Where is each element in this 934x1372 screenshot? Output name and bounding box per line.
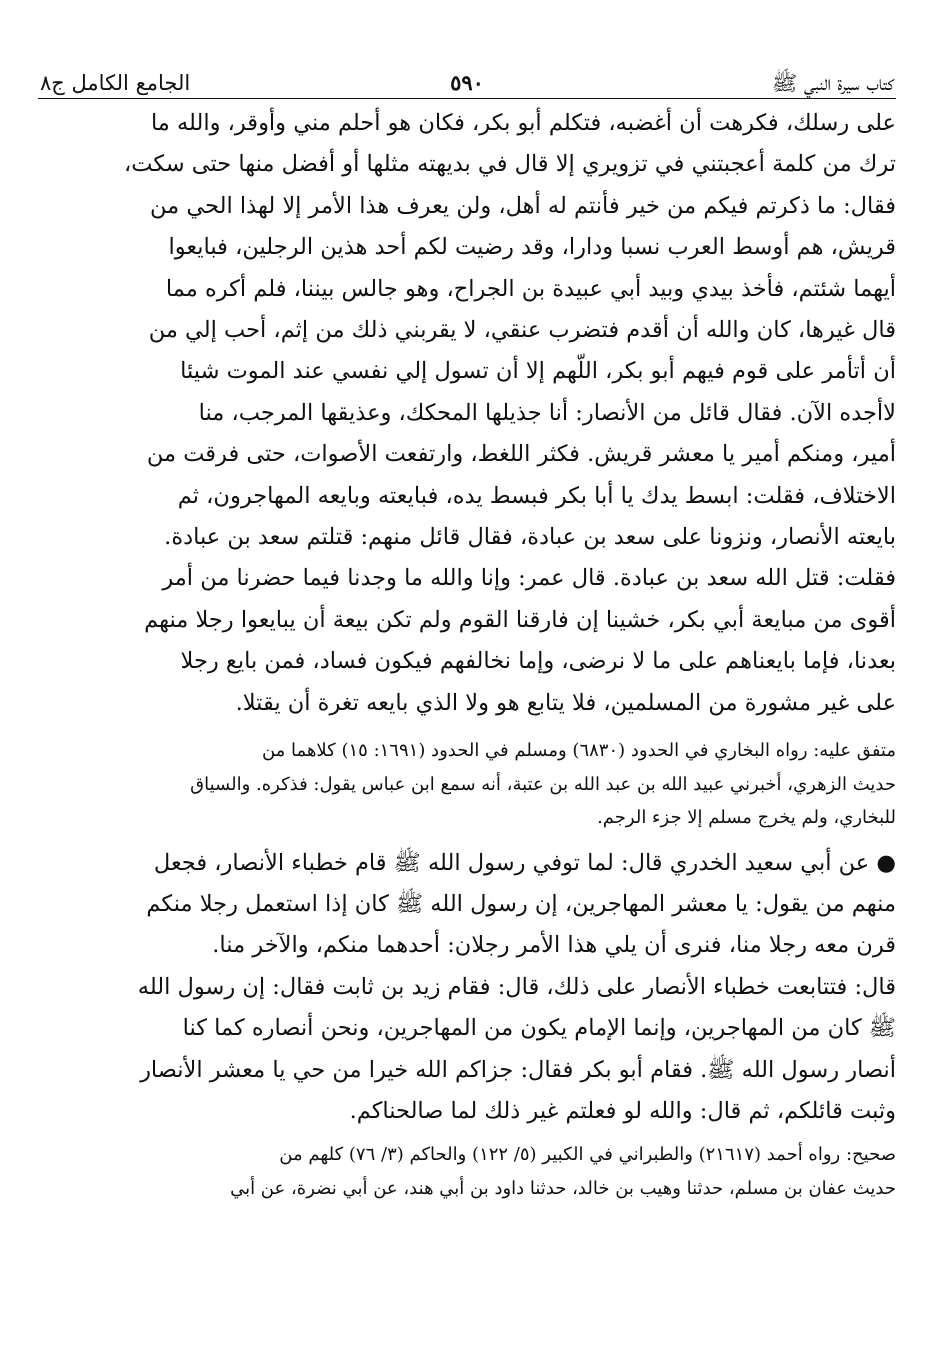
page-header (38, 62, 896, 99)
text-line: قال: فتتابعت خطباء الأنصار على ذلك، قال: فقام زيد بن ثابت فقال: إن رسول الله (137, 973, 896, 1000)
text-line: ﷺ كان من المهاجرين، وإنما الإمام يكون من المهاجرين، ونحن أنصاره كما كنا (182, 1015, 896, 1042)
text-line: أقوى من مبايعة أبي بكر، خشينا إن فارقنا القوم ولم تكن بيعة أن يبايعوا رجلا منهم (144, 606, 896, 633)
text-line: بايعته الأنصار، ونزونا على سعد بن عبادة، فقال قائل منهم: قتلتم سعد بن عبادة. (164, 524, 896, 551)
hadith-text (38, 843, 896, 1133)
takhrij-note (38, 734, 896, 835)
note-line: حديث الزهري، أخبرني عبيد الله بن عبد الله بن عتبة، أنه سمع ابن عباس يقول: فذكره. والسياق (190, 773, 896, 795)
book-page (38, 62, 896, 1205)
text-line: لاأجده الآن. فقال قائل من الأنصار: أنا جذيلها المحكك، وعذيقها المرجب، منا (198, 399, 896, 426)
text-line: على غير مشورة من المسلمين، فلا يتابع هو ولا الذي بايعه تغرة أن يقتلا. (235, 689, 896, 716)
text-line: قريش، هم أوسط العرب نسبا ودارا، وقد رضيت لكم أحد هذين الرجلين، فبايعوا (168, 234, 896, 261)
text-line: أمير، ومنكم أمير يا معشر قريش. فكثر اللغط، وارتفعت الأصوات، حتى فرقت من (146, 441, 896, 468)
text-line: وثبت قائلكم، ثم قال: والله لو فعلتم غير ذلك لما صالحناكم. (349, 1098, 896, 1125)
main-text (38, 103, 896, 724)
collection-title: الجامع الكامل ج٨ (40, 71, 191, 95)
page-number: ٥٩٠ (450, 70, 484, 95)
text-line: أنصار رسول الله ﷺ. فقام أبو بكر فقال: جزاكم الله خيرا من حي يا معشر الأنصار (140, 1056, 896, 1083)
note-line: للبخاري، ولم يخرج مسلم إلا جزء الرجم. (597, 807, 896, 829)
text-line: الاختلاف، فقلت: ابسط يدك يا أبا بكر فبسط يده، فبايعته وبايعه المهاجرون، ثم (177, 482, 896, 509)
book-title: كتاب سيرة النبي ﷺ (771, 71, 894, 95)
text-line: على رسلك، فكرهت أن أغضبه، فتكلم أبو بكر، فكان هو أحلم مني وأوقر، والله ما (150, 110, 896, 136)
text-line: منهم من يقول: يا معشر المهاجرين، إن رسول الله ﷺ كان إذا استعمل رجلا منكم (146, 891, 896, 917)
note-line: متفق عليه: رواه البخاري في الحدود (٦٨٣٠) ومسلم في الحدود (١٦٩١: ١٥) كلاهما من (261, 740, 896, 762)
text-line: أن أتأمر على قوم فيهم أبو بكر، اللّهم إلا أن تسول إلي نفسي عند الموت شيئا (180, 358, 896, 385)
text-line: ● عن أبي سعيد الخدري قال: لما توفي رسول الله ﷺ قام خطباء الأنصار، فجعل (153, 849, 896, 876)
text-line: قال غيرها، كان والله أن أقدم فتضرب عنقي، لا يقربني ذلك من إثم، أحب إلي من (148, 317, 896, 344)
text-line: قرن معه رجلا منا، فنرى أن يلي هذا الأمر رجلان: أحدهما منكم، والآخر منا. (212, 932, 896, 959)
takhrij-note-2 (38, 1138, 896, 1205)
text-line: بعدنا، فإما بايعناهم على ما لا نرضى، وإما نخالفهم فيكون فساد، فمن بايع رجلا (180, 648, 896, 675)
text-line: أيهما شئتم، فأخذ بيدي وبيد أبي عبيدة بن الجراح، وهو جالس بيننا، فلم أكره مما (165, 275, 896, 302)
note-line: حديث عفان بن مسلم، حدثنا وهيب بن خالد، حدثنا داود بن أبي هند، عن أبي نضرة، عن أبي (230, 1177, 896, 1199)
note-line: صحيح: رواه أحمد (٢١٦١٧) والطبراني في الكبير (٥/ ١٢٢) والحاكم (٣/ ٧٦) كلهم من (279, 1144, 896, 1166)
text-line: فقلت: قتل الله سعد بن عبادة. قال عمر: وإنا والله ما وجدنا فيما حضرنا من أمر (162, 565, 896, 592)
text-line: فقال: ما ذكرتم فيكم من خير فأنتم له أهل، ولن يعرف هذا الأمر إلا لهذا الحي من (150, 192, 896, 219)
text-line: ترك من كلمة أعجبتني في تزويري إلا قال في بديهته مثلها أو أفضل منها حتى سكت، (123, 151, 896, 178)
